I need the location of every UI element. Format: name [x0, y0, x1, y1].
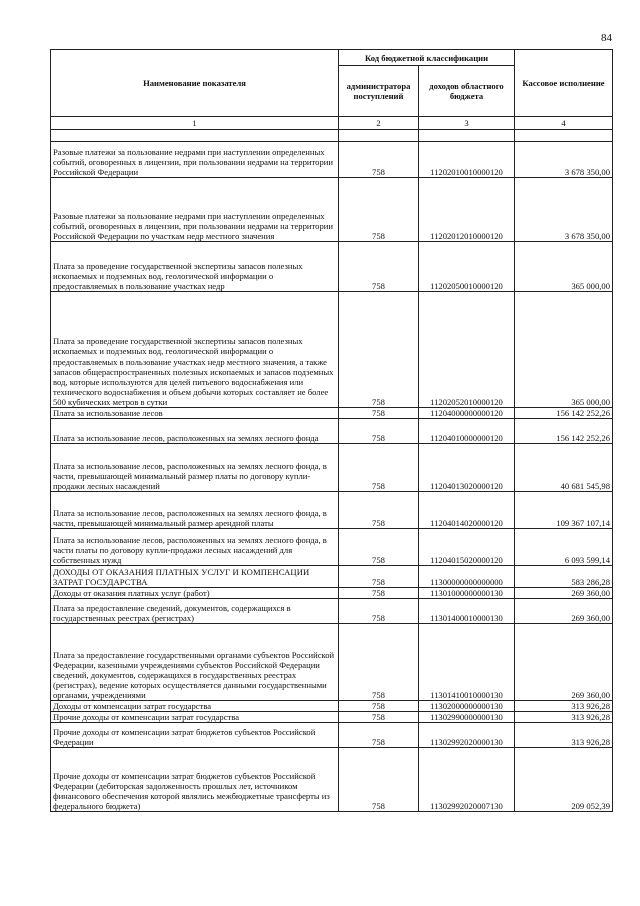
- row-admin: 758: [339, 588, 419, 599]
- table-row: [51, 566, 613, 588]
- row-admin: 758: [339, 142, 419, 178]
- row-code: 11202052010000120: [419, 292, 515, 408]
- row-name: Прочие доходы от компенсации затрат бюджетов субъектов Российской Федерации (дебиторская задолженность прошлых лет, источником финансового обеспечения которой являлись межбюджетные трансферты из федерального бюджета): [51, 748, 339, 812]
- budget-execution-table: [50, 49, 613, 812]
- row-code: 11202012010000120: [419, 178, 515, 242]
- row-name: Плата за использование лесов: [51, 408, 339, 419]
- table-row: [51, 178, 613, 242]
- row-admin: 758: [339, 408, 419, 419]
- row-code: 11302992020000130: [419, 723, 515, 748]
- row-name: Плата за предоставление государственными органами субъектов Российской Федерации, казенными учреждениями субъектов Российской Федерации сведений, документов, содержащихся в государственных реестрах (регистрах), ведение которых осуществляется данными государственными органами, учреждениями: [51, 624, 339, 701]
- row-code: 11302990000000130: [419, 712, 515, 723]
- row-amount: 269 360,00: [515, 624, 613, 701]
- row-name: Доходы от компенсации затрат государства: [51, 701, 339, 712]
- row-code: 11302000000000130: [419, 701, 515, 712]
- column-number: 3: [419, 117, 515, 130]
- row-amount: 365 000,00: [515, 292, 613, 408]
- row-name: Прочие доходы от компенсации затрат бюджетов субъектов Российской Федерации: [51, 723, 339, 748]
- row-amount: 109 367 107,14: [515, 492, 613, 529]
- table-row: [51, 588, 613, 599]
- row-amount: 156 142 252,26: [515, 408, 613, 419]
- table-row: [51, 408, 613, 419]
- row-code: 11301400010000130: [419, 599, 515, 624]
- row-name: Плата за проведение государственной экспертизы запасов полезных ископаемых и подземных вод, геологической информации о предоставляемых в пользование участках недр: [51, 242, 339, 292]
- column-number: 4: [515, 117, 613, 130]
- column-number: 2: [339, 117, 419, 130]
- row-admin: 758: [339, 599, 419, 624]
- table-row: [51, 712, 613, 723]
- spacer-row: [51, 130, 613, 142]
- row-amount: 3 678 350,00: [515, 178, 613, 242]
- row-code: 11204014020000120: [419, 492, 515, 529]
- row-admin: 758: [339, 178, 419, 242]
- row-admin: 758: [339, 566, 419, 588]
- row-code: 11204015020000120: [419, 529, 515, 566]
- row-code: 11202050010000120: [419, 242, 515, 292]
- row-amount: 269 360,00: [515, 588, 613, 599]
- row-name: Разовые платежи за пользование недрами при наступлении определенных событий, оговоренных в лицензии, при пользовании недрами на территории Российской Федерации: [51, 142, 339, 178]
- row-name: Плата за использование лесов, расположенных на землях лесного фонда, в части, превышающей минимальный размер платы по договору купли-продажи лесных насаждений: [51, 444, 339, 492]
- row-code: 11204010000000120: [419, 419, 515, 444]
- row-code: 11301000000000130: [419, 588, 515, 599]
- row-code: 11302992020007130: [419, 748, 515, 812]
- row-name: Плата за использование лесов, расположенных на землях лесного фонда, в части, превышающей минимальный размер арендной платы: [51, 492, 339, 529]
- row-name: ДОХОДЫ ОТ ОКАЗАНИЯ ПЛАТНЫХ УСЛУГ И КОМПЕНСАЦИИ ЗАТРАТ ГОСУДАРСТВА: [51, 566, 339, 588]
- row-name: Разовые платежи за пользование недрами при наступлении определенных событий, оговоренных в лицензии, при пользовании недрами на территории Российской Федерации по участкам недр местного значения: [51, 178, 339, 242]
- table-row: [51, 723, 613, 748]
- row-code: 11204000000000120: [419, 408, 515, 419]
- row-amount: 156 142 252,26: [515, 419, 613, 444]
- row-admin: 758: [339, 723, 419, 748]
- header-regional-income: доходов областного бюджета: [419, 66, 515, 117]
- table-row: [51, 419, 613, 444]
- row-name: Плата за проведение государственной экспертизы запасов полезных ископаемых и подземных вод, геологической информации о предоставляемых в пользование участках недр местного значения, а также запасов общераспространенных полезных ископаемых и запасов подземных вод, которые используются для целей питьевого водоснабжения или технического водоснабжения и объем добычи которых составляет не более 500 кубических метров в сутки: [51, 292, 339, 408]
- row-admin: 758: [339, 492, 419, 529]
- row-admin: 758: [339, 444, 419, 492]
- table-row: [51, 529, 613, 566]
- table-row: [51, 599, 613, 624]
- row-code: 11204013020000120: [419, 444, 515, 492]
- header-classification-code: Код бюджетной классификации: [339, 50, 515, 66]
- page-number: 84: [601, 32, 612, 44]
- row-amount: 209 052,39: [515, 748, 613, 812]
- table-row: [51, 701, 613, 712]
- row-name: Плата за использование лесов, расположенных на землях лесного фонда: [51, 419, 339, 444]
- table-row: [51, 142, 613, 178]
- row-admin: 758: [339, 624, 419, 701]
- column-numbers-row: [51, 117, 613, 130]
- row-name: Плата за использование лесов, расположенных на землях лесного фонда, в части платы по договору купли-продажи лесных насаждений для собственных нужд: [51, 529, 339, 566]
- row-admin: 758: [339, 712, 419, 723]
- row-name: Доходы от оказания платных услуг (работ): [51, 588, 339, 599]
- row-amount: 313 926,28: [515, 712, 613, 723]
- row-amount: 313 926,28: [515, 723, 613, 748]
- table-row: [51, 292, 613, 408]
- row-name: Плата за предоставление сведений, документов, содержащихся в государственных реестрах (регистрах): [51, 599, 339, 624]
- header-administrator: администратора поступлений: [339, 66, 419, 117]
- table-row: [51, 242, 613, 292]
- table-row: [51, 444, 613, 492]
- row-amount: 40 681 545,98: [515, 444, 613, 492]
- row-amount: 365 000,00: [515, 242, 613, 292]
- header-indicator-name: Наименование показателя: [51, 50, 339, 117]
- row-amount: 269 360,00: [515, 599, 613, 624]
- row-amount: 6 093 599,14: [515, 529, 613, 566]
- row-amount: 3 678 350,00: [515, 142, 613, 178]
- row-admin: 758: [339, 419, 419, 444]
- row-admin: 758: [339, 292, 419, 408]
- row-admin: 758: [339, 242, 419, 292]
- row-admin: 758: [339, 701, 419, 712]
- table-row: [51, 492, 613, 529]
- row-amount: 313 926,28: [515, 701, 613, 712]
- header-cash-execution: Кассовое исполнение: [515, 50, 613, 117]
- row-admin: 758: [339, 748, 419, 812]
- row-name: Прочие доходы от компенсации затрат государства: [51, 712, 339, 723]
- table-row: [51, 748, 613, 812]
- row-code: 11300000000000000: [419, 566, 515, 588]
- row-admin: 758: [339, 529, 419, 566]
- row-amount: 583 286,28: [515, 566, 613, 588]
- row-code: 11301410010000130: [419, 624, 515, 701]
- row-code: 11202010010000120: [419, 142, 515, 178]
- table-row: [51, 624, 613, 701]
- column-number: 1: [51, 117, 339, 130]
